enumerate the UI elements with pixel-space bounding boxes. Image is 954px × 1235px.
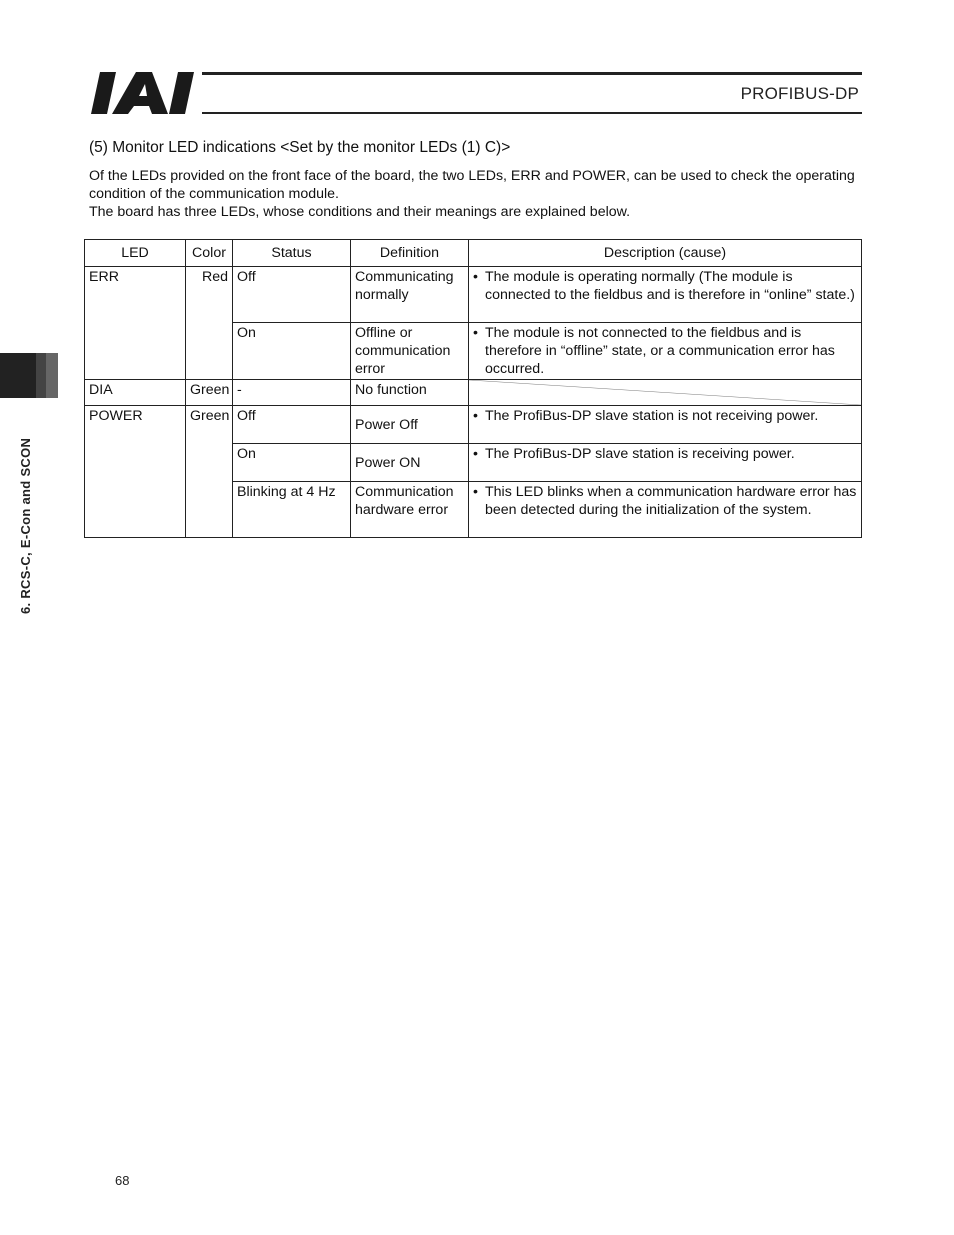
description-text: The ProfiBus-DP slave station is not receiving power. xyxy=(485,408,819,424)
table-header-row xyxy=(85,240,862,267)
description-text: The module is not connected to the fieldbus and is therefore in “offline” state, or a communication error has occurred. xyxy=(485,325,835,377)
section-heading: (5) Monitor LED indications <Set by the monitor LEDs (1) C)> xyxy=(89,139,511,156)
chapter-tab-marker xyxy=(0,353,58,398)
header-description: Description (cause) xyxy=(469,240,862,267)
status-cell: Blinking at 4 Hz xyxy=(233,482,351,538)
description-cell xyxy=(469,406,862,444)
status-cell: Off xyxy=(233,406,351,444)
bullet-icon: • xyxy=(473,484,478,500)
description-cell xyxy=(469,267,862,323)
description-text: The module is operating normally (The module is connected to the fieldbus and is therefore in “online” state.) xyxy=(485,269,855,303)
description-cell xyxy=(469,323,862,380)
header-color: Color xyxy=(186,240,233,267)
led-color-err: Red xyxy=(186,267,233,380)
led-name-power: POWER xyxy=(85,406,186,538)
header-rule-top xyxy=(202,72,862,75)
status-cell: Off xyxy=(233,267,351,323)
header-led: LED xyxy=(85,240,186,267)
status-cell: On xyxy=(233,323,351,380)
iai-logo xyxy=(90,70,202,116)
description-text: The ProfiBus-DP slave station is receiving power. xyxy=(485,446,795,462)
intro-paragraph-2: The board has three LEDs, whose conditions and their meanings are explained below. xyxy=(89,204,631,220)
bullet-icon: • xyxy=(473,446,478,462)
led-color-power: Green xyxy=(186,406,233,538)
header-status: Status xyxy=(233,240,351,267)
header-title: PROFIBUS-DP xyxy=(740,84,859,103)
led-color-dia: Green xyxy=(186,380,233,406)
intro-text xyxy=(89,167,859,221)
bullet-icon: • xyxy=(473,408,478,424)
status-cell: On xyxy=(233,444,351,482)
chapter-tab-label: 6. RCS-C, E-Con and SCON xyxy=(18,437,33,614)
definition-cell: Communicating normally xyxy=(351,267,469,323)
bullet-icon: • xyxy=(473,269,478,285)
table-row xyxy=(85,406,862,444)
page-number: 68 xyxy=(115,1173,130,1188)
status-cell: - xyxy=(233,380,351,406)
definition-cell: Power ON xyxy=(351,444,469,482)
header-definition: Definition xyxy=(351,240,469,267)
intro-paragraph-1: Of the LEDs provided on the front face of the board, the two LEDs, ERR and POWER, can be used to check the operating condition of the communication module. xyxy=(89,168,855,202)
diagonal-strike xyxy=(469,380,861,405)
table-row xyxy=(85,380,862,406)
definition-cell: Power Off xyxy=(351,406,469,444)
description-cell xyxy=(469,444,862,482)
description-text: This LED blinks when a communication hardware error has been detected during the initialization of the system. xyxy=(485,484,857,518)
led-name-dia: DIA xyxy=(85,380,186,406)
table-row xyxy=(85,267,862,323)
definition-cell: No function xyxy=(351,380,469,406)
header-rule-bottom xyxy=(202,112,862,114)
definition-cell: Offline or communication error xyxy=(351,323,469,380)
description-cell-empty xyxy=(469,380,862,406)
definition-cell: Communication hardware error xyxy=(351,482,469,538)
description-cell xyxy=(469,482,862,538)
led-table xyxy=(84,239,862,538)
led-name-err: ERR xyxy=(85,267,186,380)
bullet-icon: • xyxy=(473,325,478,341)
